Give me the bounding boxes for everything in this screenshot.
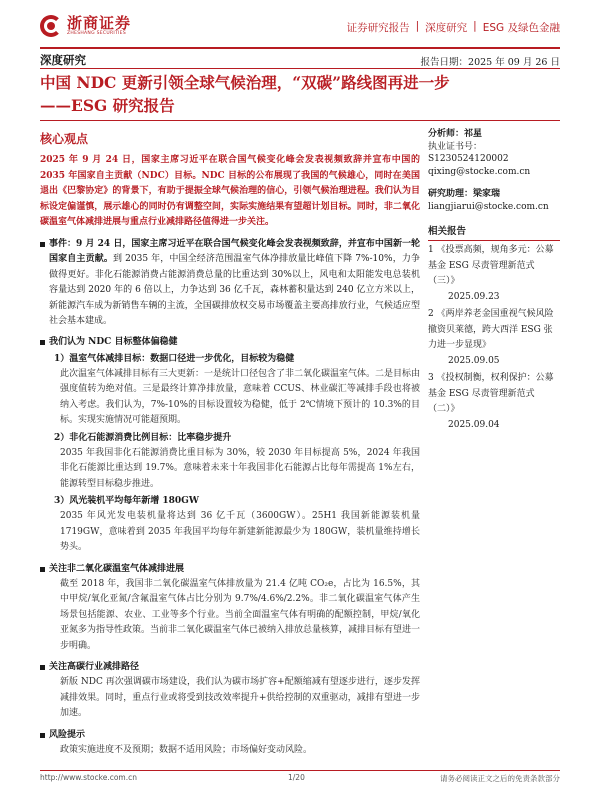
section-4: [40, 728, 420, 759]
subheader-divider: [40, 68, 560, 69]
sidebar: [428, 128, 560, 433]
footer-divider: [40, 770, 560, 771]
header-categories: 证券研究报告 | 深度研究 | ESG 及绿色金融: [346, 20, 560, 34]
related-report-2-date: 2025.09.05: [448, 355, 500, 366]
related-report-3-date: 2025.09.04: [448, 419, 500, 430]
header-category-3: ESG 及绿色金融: [482, 22, 560, 34]
event-paragraph: [40, 237, 420, 330]
header-category-2: 深度研究: [425, 22, 468, 34]
related-report-2[interactable]: 2 《两岸养老金国重视气候风险撤资贝莱德，跨大西洋 ESG 张力进一步显现》: [428, 309, 554, 350]
section-1-sub-1: 1）温室气体减排目标：数据口径进一步优化，目标较为稳健: [54, 353, 295, 364]
core-heading: 核心观点: [40, 132, 89, 146]
footer-url[interactable]: http://www.stocke.com.cn: [40, 773, 137, 782]
section-1-heading: 我们认为 NDC 目标整体偏稳健: [40, 335, 420, 350]
title-line-2: ——ESG 研究报告: [40, 96, 175, 115]
title-line-1: 中国 NDC 更新引领全球气候治理，“双碳”路线图再进一步: [40, 73, 450, 92]
related-report-1[interactable]: 1 《投票高频，规角多元：公募基金 ESG 尽责管理新范式（三）》: [428, 245, 554, 286]
footer-disclaimer: 请务必阅读正文之后的免责条款部分: [440, 774, 560, 783]
event-body: 到 2035 年，中国全经济范围温室气体净排放量比峰值下降 7%-10%，力争做得更好。非化石能源消费占能源消费总量的比重达到 30%以上，风电和太阳能发电总装机容量达到 2020 年的 6 倍以上，力争达到 36 亿千瓦，森林蓄积量达到 240 亿立方米以上，新能源汽车成为新销售车辆的主流，全国碳排放权交易市场覆盖主要高排放行业，气候适应型社会基本建成。: [49, 254, 420, 326]
title-divider: [40, 120, 560, 121]
analyst-cert: 执业证书号：S1230524120002: [428, 141, 509, 164]
report-title: [40, 71, 560, 117]
logo-mark-icon: [40, 15, 62, 37]
doc-type: 深度研究: [40, 53, 86, 67]
section-3-heading: 关注高碳行业减排路径: [40, 660, 420, 675]
related-report-1-date: 2025.09.23: [448, 291, 500, 302]
logo-cn-text: 浙商证券: [67, 14, 132, 32]
header-category-1: 证券研究报告: [346, 22, 410, 34]
section-1-sub-3: 3）风光装机平均每年新增 180GW: [54, 496, 199, 506]
page-number: 1/20: [288, 773, 305, 782]
related-report-3[interactable]: 3 《投权制衡，权利保护：公募基金 ESG 尽责管理新范式（二）》: [428, 373, 554, 414]
company-logo: [40, 13, 131, 39]
analyst-email[interactable]: qixing@stocke.com.cn: [428, 166, 531, 177]
main-column: [40, 130, 420, 758]
logo-en-text: ZHESHANG SECURITIES: [67, 31, 126, 36]
assistant-name: 研究助理：梁家瑞: [428, 189, 501, 199]
section-2-body: 截至 2018 年，我国非二氧化碳温室气体排放量为 21.4 亿吨 CO₂e，占比为 16.5%，其中甲烷/氧化亚氮/含氟温室气体占比分别为 9.7%/4.6%/2.2%。非二氧化碳温室气体产生场景包括能源、农业、工业等多个行业。当前全面温室气体有明确的配额控制，甲烷/氧化亚氮多为指导性政策。当前非二氧化碳温室气体已被纳入排放总量核算，减排目标有望进一步明确。: [60, 578, 421, 651]
section-1-body-3: 2035 年风光发电装机量将达到 36 亿千瓦（3600GW）。25H1 我国新能源装机量 1719GW，意味着到 2035 年我国平均每年新建新能源最少为 180GW，装机量维持增长势头。: [60, 511, 420, 552]
section-1-sub-2: 2）非化石能源消费比例目标：比率稳步提升: [54, 432, 232, 443]
analyst-name: 分析师：祁星: [428, 129, 483, 139]
event-lead: 事件：9 月 24 日，国家主席习近平在联合国气候变化峰会发表视频致辞，并宣布中国新一轮国家自主贡献。: [49, 238, 420, 264]
section-3: [40, 660, 420, 722]
section-1-body-1: 此次温室气体减排目标有三大更新：一是统计口径包含了非二氧化碳温室气体。二是目标由强度值转为绝对值。三是最终计算净排放量，意味着 CCUS、林业碳汇等减排手段也将被纳入考虑。我们认为，7%-10%的目标设置较为稳健，低于 2℃情境下预计的 10.3%的目标。实现实施情况可能超预期。: [60, 368, 421, 425]
risk-heading: 风险提示: [40, 728, 420, 743]
related-reports-title: 相关报告: [428, 223, 560, 241]
report-header: [0, 0, 600, 46]
header-divider: [40, 47, 560, 49]
section-2: [40, 562, 420, 655]
section-2-heading: 关注非二氧化碳温室气体减排进展: [40, 562, 420, 577]
section-1-body-2: 2035 年我国非化石能源消费比重目标为 30%，较 2030 年目标提高 5%，2024 年我国非化石能源比重达到 19.7%。意味着未来十年我国非化石能源占比每年需提高 1%左右，能源转型目标稳步推进。: [60, 447, 420, 489]
core-summary: 2025 年 9 月 24 日，国家主席习近平在联合国气候变化峰会发表视频致辞并宣布中国的 2035 年国家自主贡献（NDC）目标。NDC 目标的公布展现了我国的气候雄心，同时在美国退出《巴黎协定》的背景下，有助于提振全球气候治理的信心，引领气候治理进程。我们认为目标设定偏谨慎，展示雄心的同时仍有调整空间，实际实施结果有望超计划目标。同时，非二氧化碳温室气体减排进展与重点行业减排路径值得进一步关注。: [40, 155, 420, 227]
section-3-body: 新版 NDC 再次强调碳市场建设，我们认为碳市场扩容+配额缩减有望逐步进行，逐步发挥减排效果。同时，重点行业或将受到技改效率提升+供给控制的双重驱动，减排有望进一步加速。: [60, 677, 420, 718]
assistant-email[interactable]: liangjiarui@stocke.com.cn: [428, 201, 549, 212]
report-date: 报告日期：2025 年 09 月 26 日: [420, 57, 560, 68]
risk-body: 政策实施进度不及预期；数据不适用风险；市场偏好变动风险。: [60, 744, 313, 755]
